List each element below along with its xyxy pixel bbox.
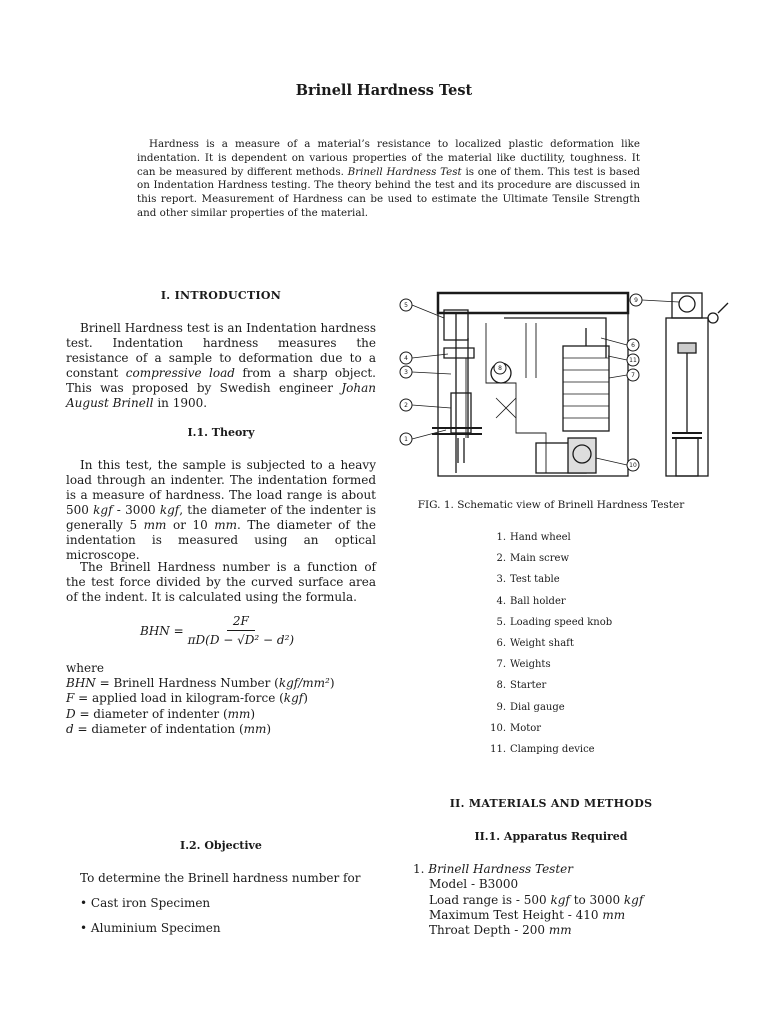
objective-paragraph: To determine the Brinell hardness number for [80,871,361,885]
list-item: 1. Hand wheel [496,532,571,543]
section-heading-materials-methods: II. MATERIALS AND METHODS [449,797,653,810]
list-item: 8. Starter [496,680,547,692]
list-item: 2. Main screw [496,553,570,565]
list-item: 3. Test table [496,574,560,586]
callout-label: 2 [404,402,408,409]
apparatus-list: 1. Brinell Hardness Tester Model - B3000 Load range is - 500 kgf to 3000 kgf Maximum Test Height - 410 mm Throat Depth - 200 mm [413,862,644,938]
list-item: 6. Weight shaft [496,637,574,649]
subsection-heading-apparatus: II.1. Apparatus Required [474,830,628,843]
paper-title: Brinell Hardness Test [295,82,473,99]
callout-label: 3 [404,369,408,376]
bhn-formula [140,614,294,647]
intro-paragraph: Brinell Hardness test is an Indentation hardness test. Indentation hardness measures the resistance of a sample to deformation due to a constant compressive load from a sharp object. This was proposed by Swedish engineer Johan August Brinell in 1900. [66,321,376,410]
callout-label: 6 [631,342,635,349]
list-item: 10. Motor [490,722,542,734]
abstract: Hardness is a measure of a material’s resistance to localized plastic deformation like indentation. It is dependent on various properties of the material like ductility, toughness. It can be measured by different methods. Brinell Hardness Test is one of them. This test is based on Indentation Hardness testing. The theory behind the test and its procedure are discussed in this report. Measurement of Hardness can be used to estimate the Ultimate Tensile Strength and other similar properties of the material. [137,138,641,219]
callout-label: 11 [629,357,637,364]
objective-list [80,896,221,946]
section-heading-introduction: I. INTRODUCTION [160,289,282,302]
list-item: 7. Weights [496,659,551,671]
subsection-heading-objective: I.2. Objective [180,839,262,852]
list-item: • Cast iron Specimen [80,896,211,910]
callout-label: 9 [634,297,638,304]
theory-paragraph-1: In this test, the sample is subjected to a heavy load through an indenter. The indentation formed is a measure of hardness. The load range is about 500 kgf - 3000 kgf, the diameter of the indenter is generally 5 mm or 10 mm. The diameter of the indentation is measured using an optical microscope. [66,458,376,562]
callout-label: 5 [404,302,408,309]
figure-caption: FIG. 1. Schematic view of Brinell Hardness Tester [417,499,685,511]
parts-list [486,532,612,765]
callout-label: 4 [404,355,408,362]
list-item: • Aluminium Specimen [80,921,221,935]
list-item: 4. Ball holder [496,595,566,607]
formula-numerator: 2F [227,614,255,631]
callout-label: 10 [629,462,637,469]
formula-denominator: πD(D − √D² − d²) [187,633,295,647]
formula-lhs: BHN = [140,623,184,638]
callout-label: 7 [631,372,635,379]
callout-label: 8 [498,365,502,372]
callout-label: 1 [404,436,408,443]
list-item: 11. Clamping device [490,743,595,755]
subsection-heading-theory: I.1. Theory [187,426,255,439]
brinell-tester-schematic [396,288,746,486]
list-item: 9. Dial gauge [496,701,565,713]
theory-paragraph-2: The Brinell Hardness number is a function of the test force divided by the curved surface area of the indent. It is calculated using the formula. [66,560,376,604]
formula-definitions: where BHN = Brinell Hardness Number (kgf/mm²) F = applied load in kilogram-force (kgf) D = diameter of indenter (mm) d = diameter of indentation (mm) [66,661,335,736]
list-item: 5. Loading speed knob [496,616,613,628]
